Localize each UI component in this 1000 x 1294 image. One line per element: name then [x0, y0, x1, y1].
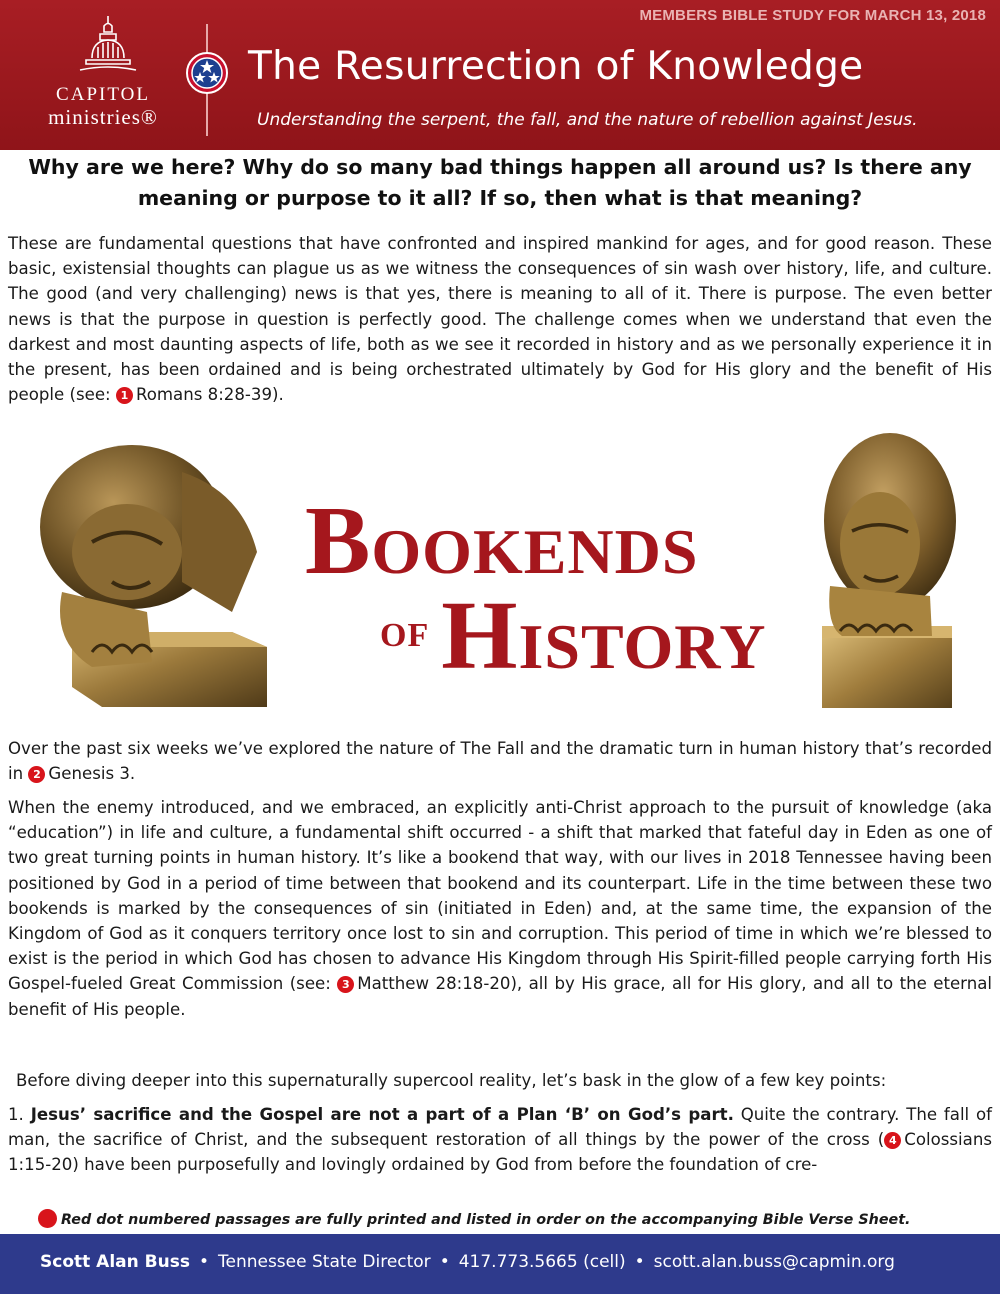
history-heading: OF HISTORY — [380, 582, 767, 690]
capitol-dome-icon — [78, 14, 138, 86]
footer-separator: • — [439, 1252, 450, 1272]
lion-bookend-left-image — [32, 432, 272, 712]
tennessee-flag-icon — [186, 52, 228, 94]
intro-paragraph — [8, 231, 992, 407]
issue-date-line: MEMBERS BIBLE STUDY FOR MARCH 13, 2018 — [639, 7, 986, 24]
red-dot-icon: 3 — [337, 976, 354, 993]
red-dot-icon: 2 — [28, 766, 45, 783]
bookends-heading: BOOKENDS — [305, 487, 699, 595]
footnote-text: Red dot numbered passages are fully printed and listed in order on the accompanying Bible Verse Sheet. — [61, 1212, 911, 1228]
key-point-number: 1. — [8, 1105, 24, 1124]
fall-text: Over the past six weeks we’ve explored the nature of The Fall and the dramatic turn in human history that’s recorded in — [8, 739, 992, 784]
bookend-paragraph — [8, 795, 992, 1022]
logo-text-ministries: ministries® — [48, 105, 158, 129]
footer-email[interactable]: scott.alan.buss@capmin.org — [653, 1252, 895, 1272]
key-points-intro: Before diving deeper into this supernaturally supercool reality, let’s bask in the glow of a few key points: — [16, 1071, 887, 1090]
footer-contact — [40, 1252, 895, 1272]
key-point-bold: Jesus’ sacrifice and the Gospel are not a part of a Plan ‘B’ on God’s part. — [30, 1105, 734, 1124]
footer-phone[interactable]: 417.773.5665 (cell) — [458, 1252, 626, 1272]
red-dot-icon: 1 — [116, 387, 133, 404]
lead-question: Why are we here? Why do so many bad things happen all around us? Is there any meaning or purpose to it all? If so, then what is that meaning? — [28, 155, 972, 210]
bookend-reference: Matthew 28:18-20), all by His grace, all for His glory, and all to the eternal benefit of His people. — [8, 974, 992, 1019]
footnote — [38, 1209, 910, 1228]
key-point-1 — [8, 1102, 992, 1178]
footer-separator: • — [198, 1252, 209, 1272]
key-point-reference: Colossians 1:15-20) have been purposefully and lovingly ordained by God from before the foundation of cre- — [8, 1130, 992, 1175]
logo-text-capitol: CAPITOL — [56, 84, 150, 105]
footer-bar — [0, 1234, 1000, 1294]
header-banner — [0, 0, 1000, 150]
bookend-text: When the enemy introduced, and we embraced, an explicitly anti-Christ approach to the pursuit of knowledge (aka “education”) in life and culture, a fundamental shift occurred - a shift that marked that fateful day in Eden as one of two great turning points in human history. It’s like a bookend that way, with our lives in 2018 Tennessee having been positioned by God in a period of time between that bookend and its counterpart. Life in the time between these two bookends is marked by the consequences of sin (initiated in Eden) and, at the same time, the expansion of the Kingdom of God as it conquers territory once lost to sin and corruption. This period of time in which we’re blessed to exist is the period in which God has chosen to advance His Kingdom through His Spirit-filled people carrying forth His Gospel-fueled Great Commission (see: — [8, 798, 992, 994]
page-subtitle: Understanding the serpent, the fall, and the nature of rebellion against Jesus. — [257, 110, 918, 130]
red-dot-icon — [38, 1209, 57, 1228]
footer-role: Tennessee State Director — [217, 1252, 431, 1272]
fall-paragraph — [8, 736, 992, 786]
page-title: The Resurrection of Knowledge — [248, 44, 864, 89]
key-point-text: Quite the contrary. The fall of man, the sacrifice of Christ, and the subsequent restoration of all things by the power of the cross ( — [8, 1105, 993, 1150]
fall-reference: Genesis 3. — [48, 764, 136, 784]
intro-text: These are fundamental questions that have confronted and inspired mankind for ages, and for good reason. These basic, existensial thoughts can plague us as we witness the consequences of sin wash over history, life, and culture. The good (and very challenging) news is that yes, there is meaning to all of it. There is purpose. The even better news is that the purpose in question is perfectly good. The challenge comes when we understand that even the darkest and most daunting aspects of life, both as we see it recorded in history and as we personally experience it in the present, has been ordained and is being orchestrated ultimately by God for His glory and the benefit of His people (see: — [8, 234, 992, 405]
bookends-of-history-graphic — [0, 420, 1000, 725]
capitol-ministries-logo — [20, 14, 195, 138]
footer-name: Scott Alan Buss — [40, 1252, 190, 1272]
red-dot-icon: 4 — [884, 1132, 901, 1149]
intro-reference: Romans 8:28-39). — [135, 385, 284, 405]
lion-bookend-right-image — [812, 426, 962, 714]
footer-separator: • — [634, 1252, 645, 1272]
